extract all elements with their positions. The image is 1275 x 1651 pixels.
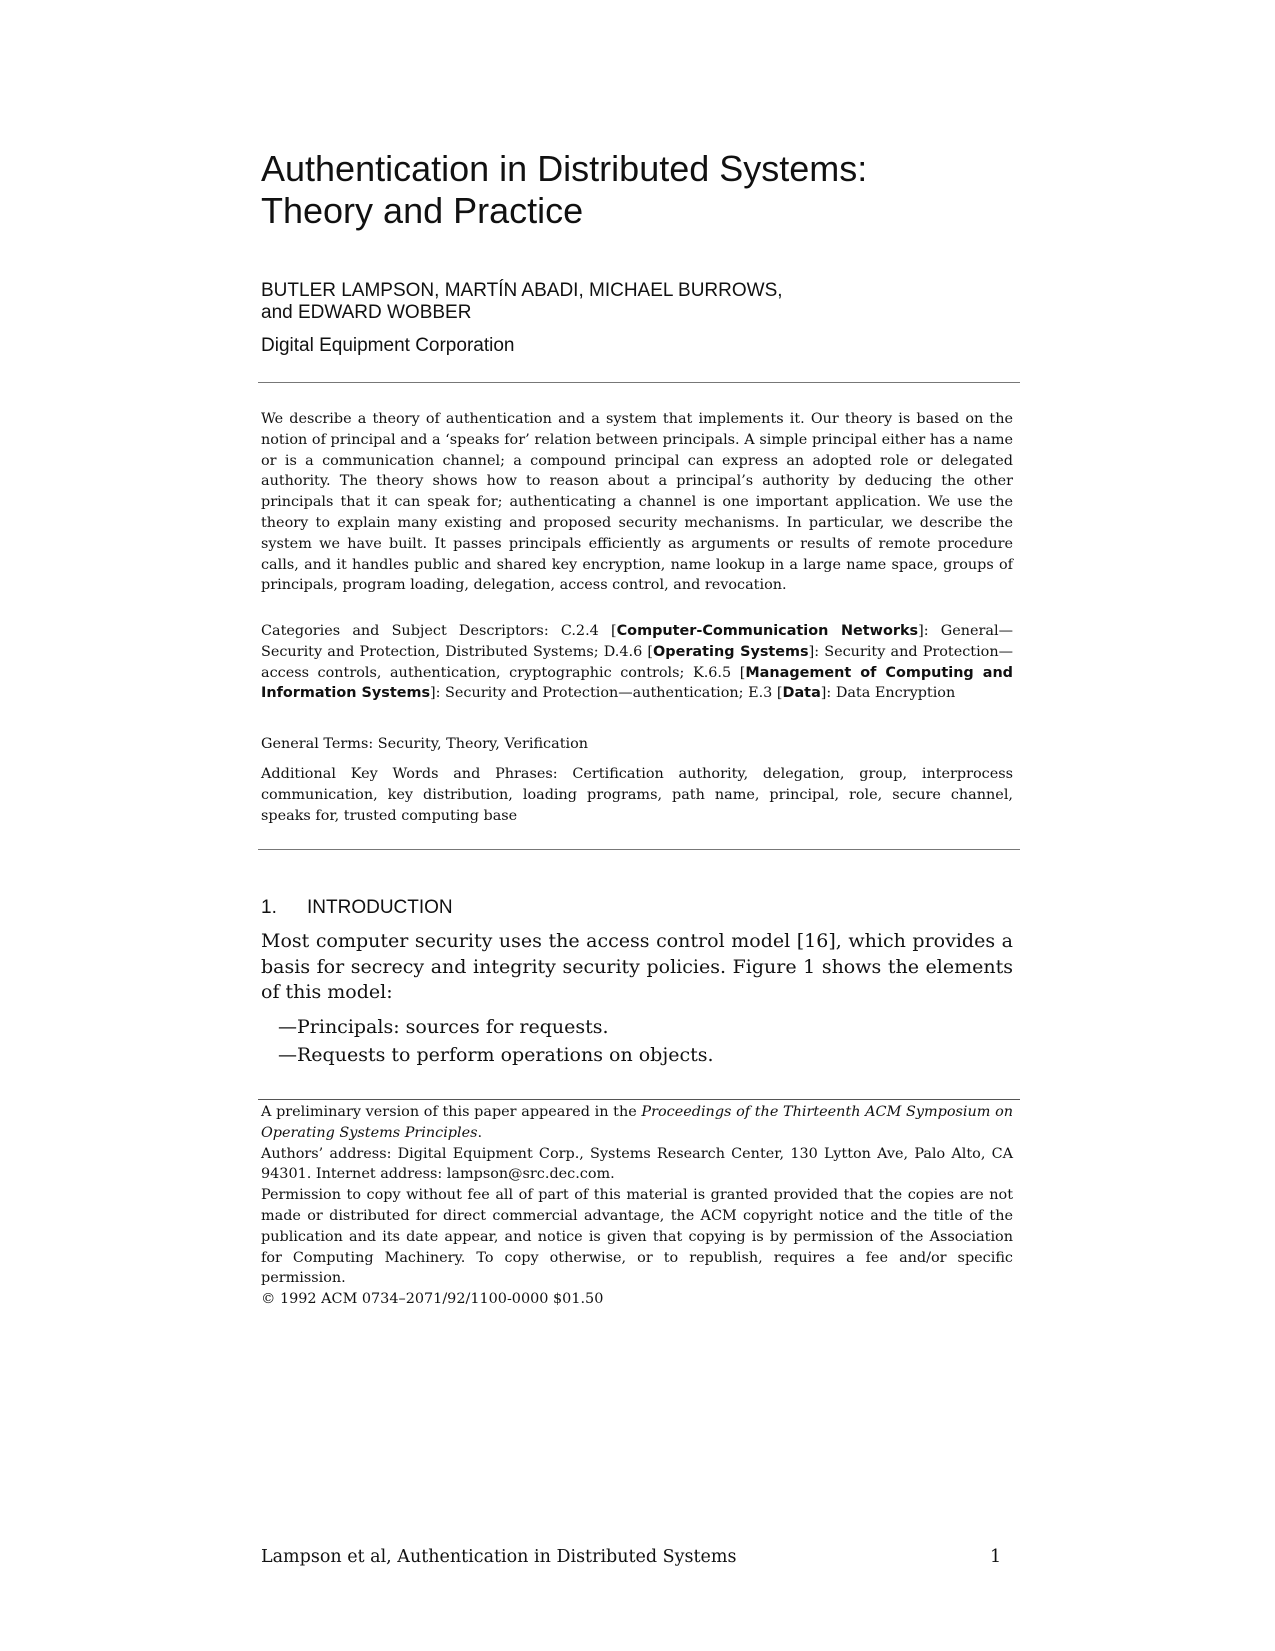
footnote-copyright: © 1992 ACM 0734–2071/92/1100-0000 $01.50 — [261, 1291, 604, 1308]
title-line-2: Theory and Practice — [261, 190, 584, 231]
categories-text-3: ]: Security and Protection—authentication; E.3 [ — [430, 685, 783, 702]
list-item: —Principals: sources for requests. — [278, 1016, 609, 1038]
footnote-permission: Permission to copy without fee all of part of this material is granted provided that the copies are not made or distributed for direct commercial advantage, the ACM copyright notice and the title of the publication and its date appear, and notice is given that copying is by permission of the Association for Computing Machinery. To copy otherwise, or to republish, requires a fee and/or specific permission. — [261, 1187, 1013, 1287]
categories-text-1: ]: General—Security and Protection, Distributed Systems; D.4.6 [ — [261, 623, 1013, 660]
author-list — [261, 280, 1021, 324]
title-line-1: Authentication in Distributed Systems: — [261, 148, 868, 189]
category-computer-communication-networks: Computer-Communication Networks — [616, 623, 919, 639]
keywords: Additional Key Words and Phrases: Certification authority, delegation, group, interprocess communication, key distribution, loading programs, path name, principal, role, secure channel, speaks for, trusted computing base — [261, 766, 1013, 824]
category-management-of-computing: Management of Computing and Information Systems — [261, 664, 1013, 702]
page-number: 1 — [990, 1547, 1002, 1567]
authors-line-2: and EDWARD WOBBER — [261, 302, 472, 323]
footnote-venue: Proceedings of the Thirteenth ACM Symposium on Operating Systems Principles — [261, 1104, 1014, 1141]
affiliation: Digital Equipment Corporation — [261, 335, 515, 356]
footnote-prelim-text: A preliminary version of this paper appeared in the — [261, 1104, 642, 1120]
general-terms: General Terms: Security, Theory, Verification — [261, 736, 589, 752]
category-data: Data — [782, 685, 821, 702]
section-number: 1. — [261, 897, 277, 918]
header-divider — [258, 382, 1020, 383]
section-heading — [261, 897, 453, 919]
abstract-divider — [258, 849, 1020, 850]
paper-title — [261, 148, 1021, 232]
subject-descriptors — [261, 621, 1013, 704]
footnotes — [261, 1102, 1013, 1310]
categories-prefix: Categories and Subject Descriptors: C.2.4 [ — [261, 623, 617, 639]
authors-line-1: BUTLER LAMPSON, MARTÍN ABADI, MICHAEL BURROWS, — [261, 280, 783, 301]
abstract: We describe a theory of authentication and a system that implements it. Our theory is based on the notion of principal and a ‘speaks for’ relation between principals. A simple principal either has a name or is a communication channel; a compound principal can express an adopted role or delegated authority. The theory shows how to reason about a principal’s authority by deducing the other principals that it can speak for; authenticating a channel is one important application. We use the theory to explain many existing and proposed security mechanisms. In particular, we describe the system we have built. It passes principals efficiently as arguments or results of remote procedure calls, and it handles public and shared key encryption, name lookup in a large name space, groups of principals, program loading, delegation, access control, and revocation. — [261, 411, 1013, 594]
list-item: —Requests to perform operations on objects. — [278, 1044, 714, 1066]
footnote-address: Authors’ address: Digital Equipment Corp., Systems Research Center, 130 Lytton Ave, Palo Alto, CA 94301. Internet address: lampson@src.dec.com. — [261, 1145, 1013, 1183]
footnote-prelim-end: . — [477, 1124, 483, 1141]
category-operating-systems: Operating Systems — [653, 643, 809, 660]
intro-paragraph: Most computer security uses the access control model [16], which provides a basis for secrecy and integrity security policies. Figure 1 shows the elements of this model: — [261, 930, 1013, 1003]
footnote-preliminary — [261, 1102, 1013, 1144]
categories-text-2: ]: Security and Protection—access controls, authentication, cryptographic controls; K.6.5 [ — [261, 643, 1014, 681]
categories-text-4: ]: Data Encryption — [820, 685, 956, 702]
section-title: INTRODUCTION — [307, 897, 453, 918]
running-footer-title: Lampson et al, Authentication in Distributed Systems — [261, 1547, 737, 1567]
footnote-divider — [258, 1099, 1020, 1100]
